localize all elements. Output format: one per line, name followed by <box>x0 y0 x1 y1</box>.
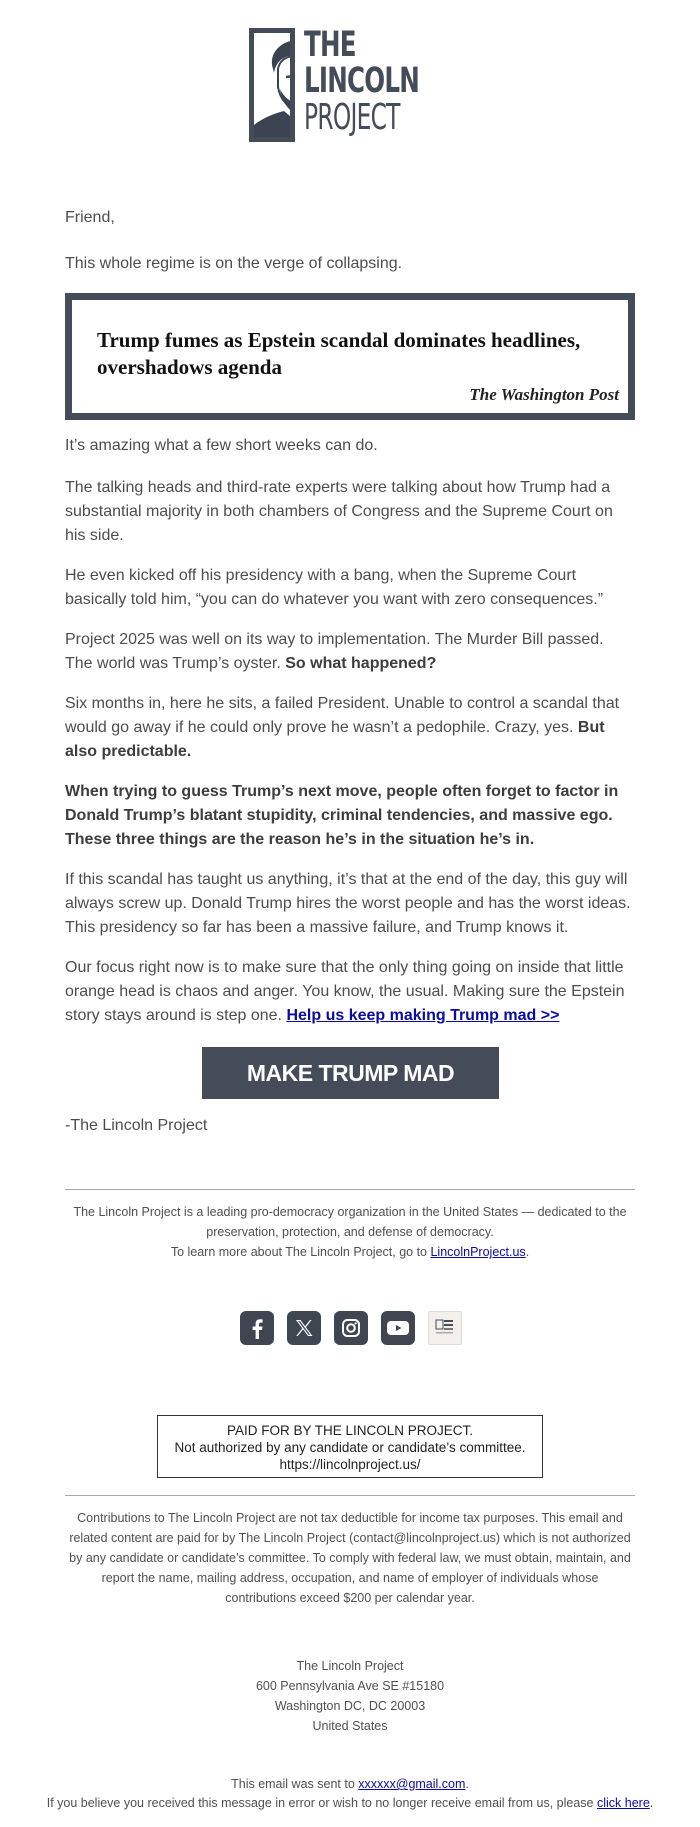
paragraph-7: If this scandal has taught us anything, it’s that at the end of the day, this guy will always screw up. Donald Trump hires the worst people and has the worst ideas. This presidency so far has been a massive failure, and Trump knows it. <box>65 871 631 936</box>
about-text-2: To learn more about The Lincoln Project, go to <box>170 1245 431 1259</box>
facebook-icon[interactable] <box>240 1311 274 1345</box>
logo-line-2: LINCOLN <box>303 61 419 101</box>
news-source-logo: The Washington Post <box>469 385 619 404</box>
paid-for-disclaimer <box>157 1415 543 1478</box>
paragraph-1: It’s amazing what a few short weeks can do. <box>65 437 378 454</box>
news-headline-image <box>65 293 635 420</box>
keep-trump-mad-link[interactable]: Help us keep making Trump mad >> <box>286 1007 560 1024</box>
paragraph-4-bold: So what happened? <box>285 655 437 672</box>
logo-line-1: THE <box>303 25 356 65</box>
lincolnproject-link[interactable]: LincolnProject.us <box>430 1245 526 1259</box>
paragraph-6-bold: When trying to guess Trump’s next move, people often forget to factor in Donald Trump’s blatant stupidity, criminal tendencies, and massive ego. These three things are the reason he’s in the situation he’s in. <box>65 783 619 848</box>
logo-wordmark <box>303 25 451 138</box>
paid-line-2: Not authorized by any candidate or candidate’s committee. <box>174 1440 526 1455</box>
address-line: United States <box>312 1719 388 1733</box>
address-line: Washington DC, DC 20003 <box>274 1699 426 1713</box>
paragraph-5 <box>65 692 635 764</box>
greeting: Friend, <box>65 209 115 226</box>
about-text-1: The Lincoln Project is a leading pro-democracy organization in the United States — dedicated to the preservation, protection, and defense of democracy. <box>73 1205 627 1239</box>
x-icon[interactable] <box>287 1311 321 1345</box>
unsub-prefix: If you believe you received this message in error or wish to no longer receive email from us, please <box>46 1796 597 1810</box>
sent-end: . <box>465 1777 469 1791</box>
signoff: -The Lincoln Project <box>65 1117 208 1134</box>
unsubscribe-link[interactable]: click here <box>596 1796 650 1810</box>
youtube-icon[interactable] <box>381 1311 415 1345</box>
sent-to-notice <box>10 1775 690 1794</box>
sent-prefix: This email was sent to <box>231 1777 359 1791</box>
paragraph-4 <box>65 628 635 676</box>
lincoln-project-logo[interactable] <box>249 25 451 143</box>
about-end: . <box>525 1245 530 1259</box>
make-trump-mad-button[interactable]: MAKE TRUMP MAD <box>202 1047 499 1099</box>
paid-line-3: https://lincolnproject.us/ <box>279 1457 421 1472</box>
about-text <box>65 1202 635 1262</box>
paragraph-5-text: Six months in, here he sits, a failed President. Unable to control a scandal that would go away if he could only prove he wasn’t a pedophile. Crazy, yes. <box>65 695 620 736</box>
paragraph-8 <box>65 956 635 1028</box>
social-links <box>240 1311 462 1345</box>
recipient-email-link[interactable]: xxxxxx@gmail.com <box>358 1777 466 1791</box>
divider <box>65 1189 635 1190</box>
paragraph-8-text: Our focus right now is to make sure that the only thing going on inside that little orange head is chaos and anger. You know, the usual. Making sure the Epstein story stays around is step one. <box>65 959 625 1024</box>
paragraph-3: He even kicked off his presidency with a bang, when the Supreme Court basically told him, “you can do whatever you want with zero consequences.” <box>65 567 604 608</box>
paid-line-1: PAID FOR BY THE LINCOLN PROJECT. <box>226 1423 474 1438</box>
paragraph-6 <box>65 780 635 852</box>
lincoln-project-icon[interactable] <box>428 1311 462 1345</box>
unsub-end: . <box>649 1796 654 1810</box>
unsubscribe-notice <box>10 1794 690 1813</box>
paragraph-4-text: Project 2025 was well on its way to implementation. The Murder Bill passed. The world was Trump’s oyster. <box>65 631 604 672</box>
instagram-icon[interactable] <box>334 1311 368 1345</box>
divider <box>65 1495 635 1496</box>
intro-paragraph: This whole regime is on the verge of collapsing. <box>65 255 403 272</box>
mailing-address <box>65 1656 635 1736</box>
news-headline: Trump fumes as Epstein scandal dominates headlines, overshadows agenda <box>97 328 581 379</box>
lincoln-portrait-icon <box>249 28 295 142</box>
paragraph-5-bold: But also predictable. <box>65 719 605 760</box>
paragraph-2: The talking heads and third-rate experts were talking about how Trump had a substantial majority in both chambers of Congress and the Supreme Court on his side. <box>65 479 613 544</box>
address-line: 600 Pennsylvania Ave SE #15180 <box>255 1679 445 1693</box>
logo-line-3: PROJECT <box>303 97 400 138</box>
address-line: The Lincoln Project <box>296 1659 404 1673</box>
legal-disclaimer: Contributions to The Lincoln Project are not tax deductible for income tax purposes. This email and related content are paid for by The Lincoln Project (contact@lincolnproject.us) which is not authorized by any candidate or candidate’s committee. To comply with federal law, we must obtain, maintain, and report the name, mailing address, occupation, and name of employer of individuals whose contributions exceed $200 per calendar year. <box>69 1511 631 1605</box>
